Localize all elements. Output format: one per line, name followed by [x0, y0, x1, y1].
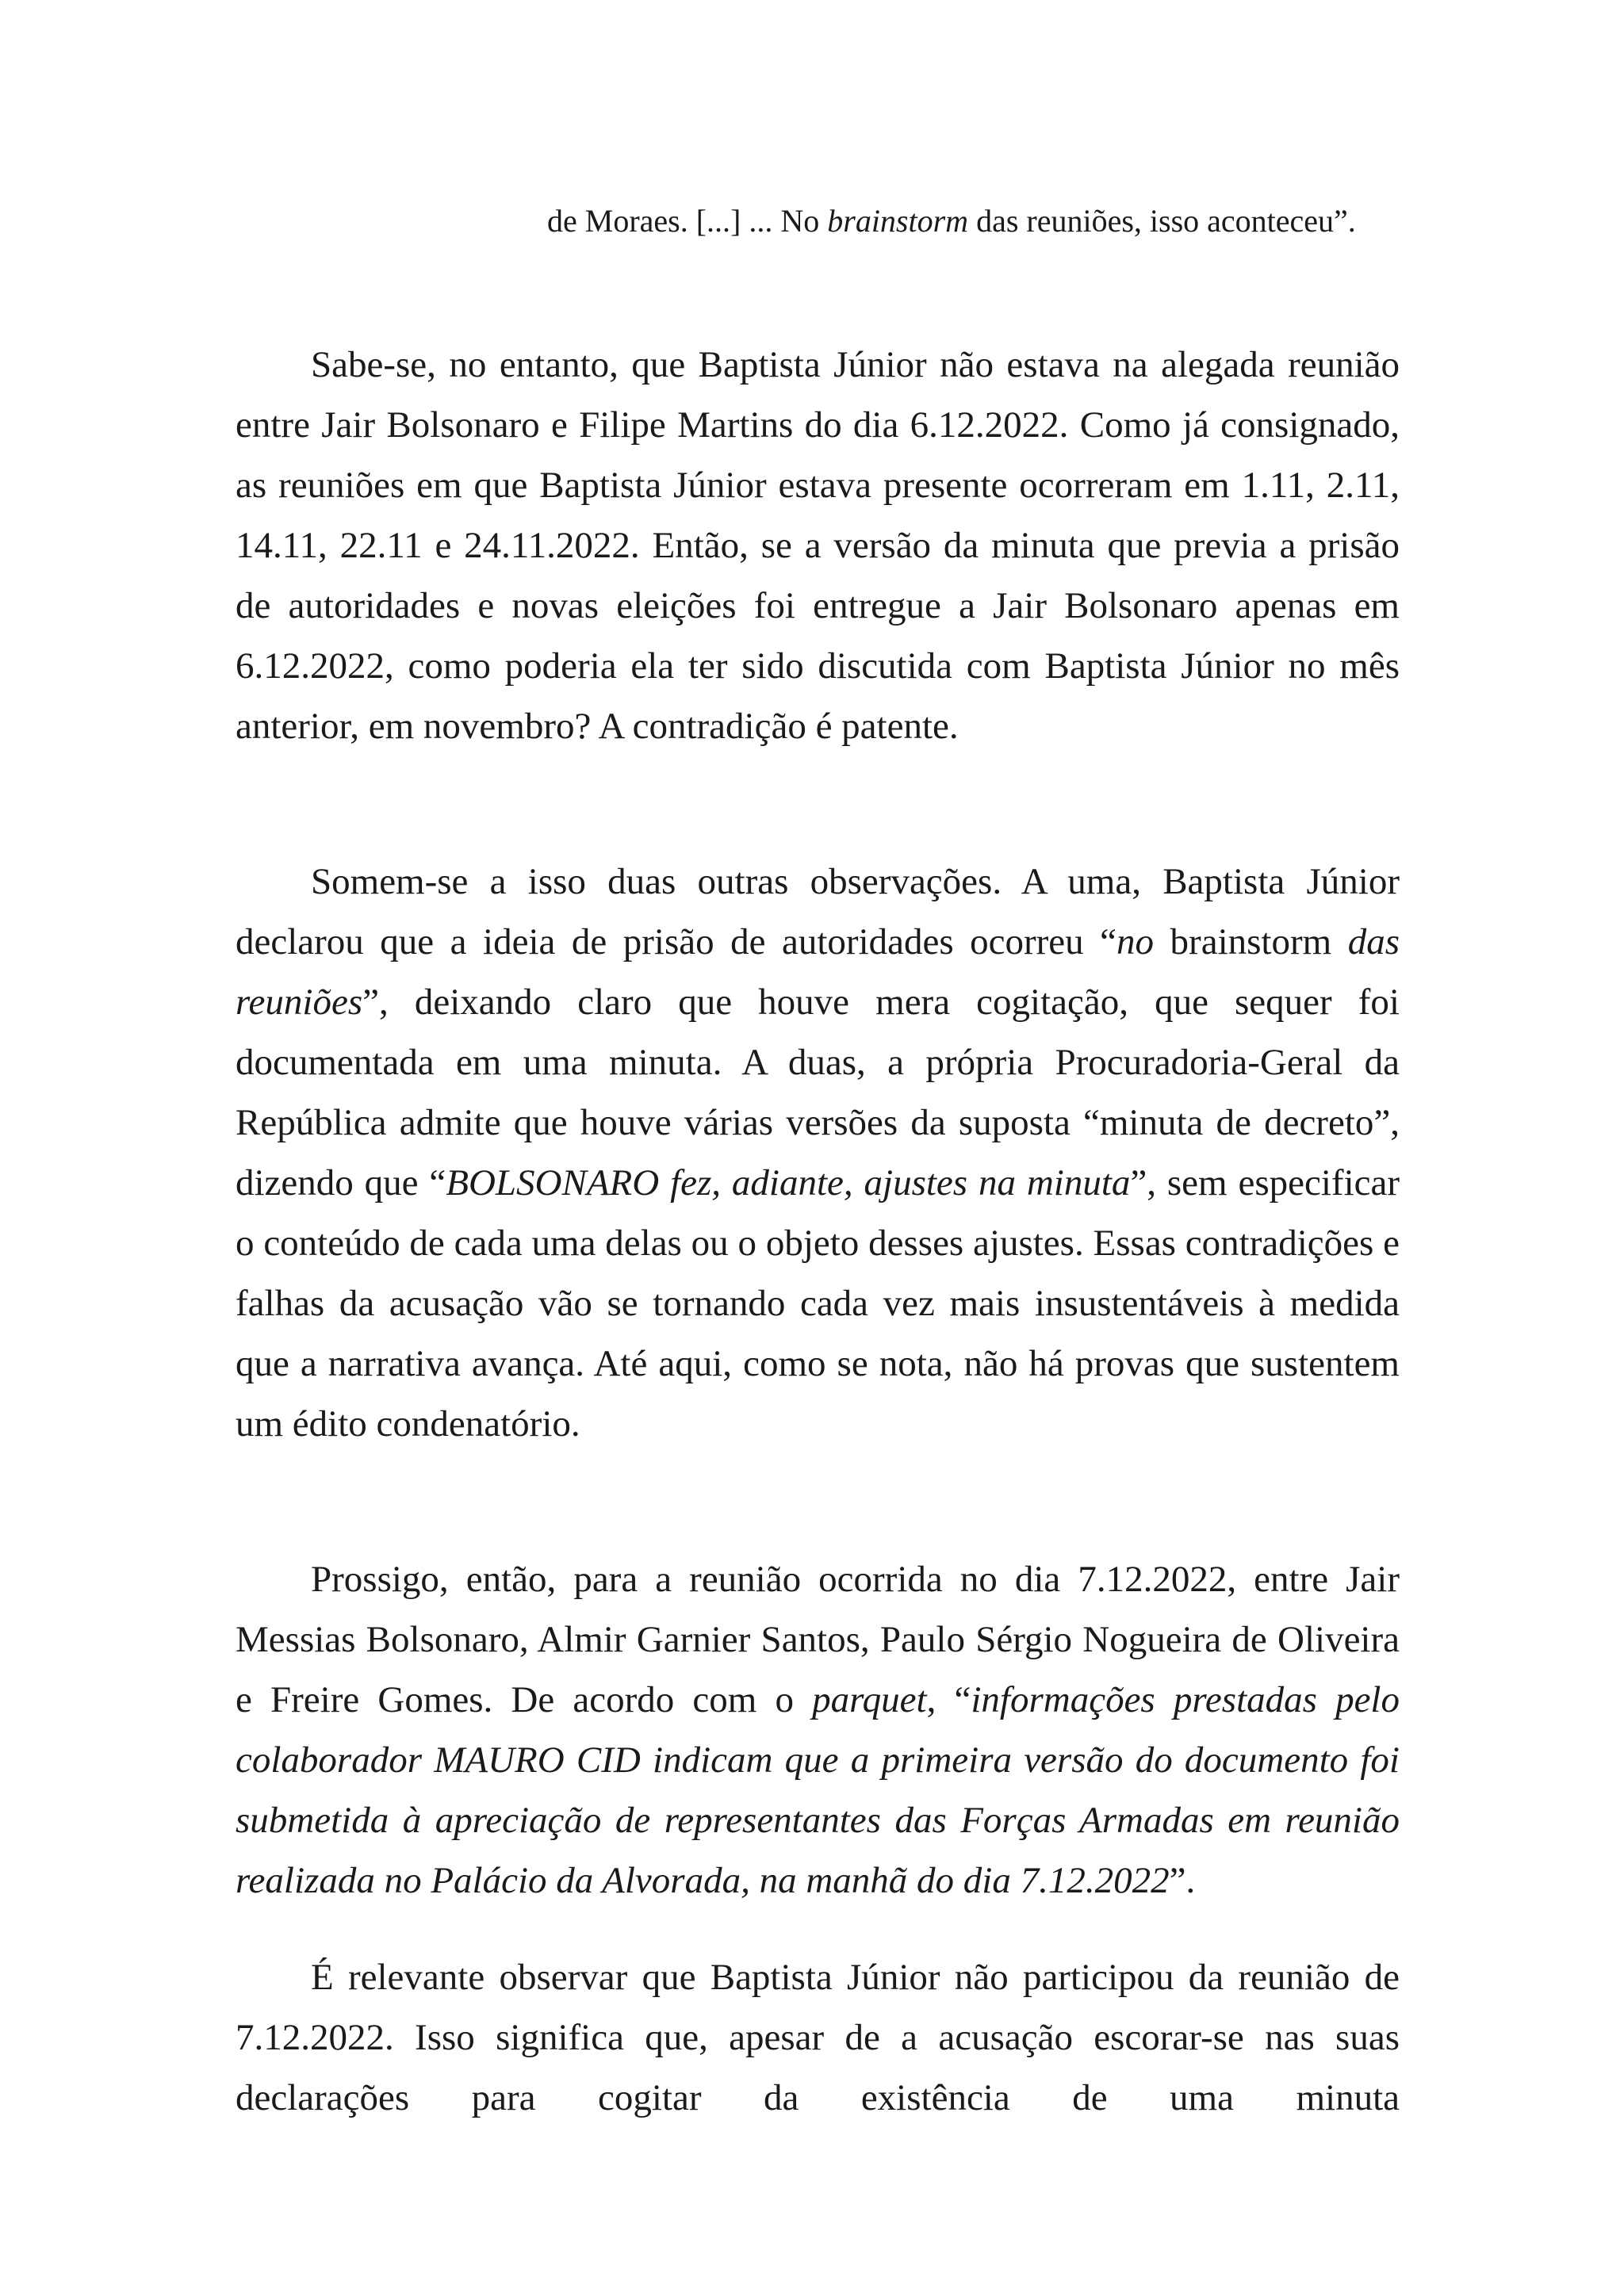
paragraph-4-text: É relevante observar que Baptista Júnior não participou da reunião de 7.12.2022. Isso significa que, apesar de a acusação escorar-se nas suas declarações para cogitar da existência de uma minuta: [236, 1957, 1400, 2118]
paragraph-2-text-g: ”, sem especificar o conteúdo de cada uma delas ou o objeto desses ajustes. Essas contradições e falhas da acusação vão se tornando cada vez mais insustentáveis à medida que a narrativa avança. Até aqui, como se nota, não há provas que sustentem um édito condenatório.: [236, 1162, 1400, 1445]
paragraph-3-italic-parquet: parquet: [812, 1679, 927, 1720]
paragraph-3-text-c: , “: [926, 1679, 971, 1720]
block-quote: [547, 192, 1400, 251]
paragraph-1-text: Sabe-se, no entanto, que Baptista Júnior não estava na alegada reunião entre Jair Bolsonaro e Filipe Martins do dia 6.12.2022. Como já consignado, as reuniões em que Baptista Júnior estava presente ocorreram em 1.11, 2.11, 14.11, 22.11 e 24.11.2022. Então, se a versão da minuta que previa a prisão de autoridades e novas eleições foi entregue a Jair Bolsonaro apenas em 6.12.2022, como poderia ela ter sido discutida com Baptista Júnior no mês anterior, em novembro? A contradição é patente.: [236, 344, 1400, 747]
quote-italic-brainstorm: brainstorm: [827, 203, 969, 239]
paragraph-3-italic-quote: informações prestadas pelo colaborador MAURO CID indicam que a primeira versão do documento foi submetida à apreciação de representantes das Forças Armadas em reunião realizada no Palácio da Alvorada, na manhã do dia 7.12.2022: [236, 1679, 1400, 1901]
paragraph-3: [236, 1549, 1400, 1911]
paragraph-2-text-a: Somem-se a isso duas outras observações. A uma, Baptista Júnior declarou que a ideia de prisão de autoridades ocorreu “: [236, 861, 1400, 962]
paragraph-2-italic-no: no: [1116, 921, 1155, 962]
paragraph-3-text-a: Prossigo, então, para a reunião ocorrida no dia 7.12.2022, entre Jair Messias Bolsonaro, Almir Garnier Santos, Paulo Sérgio Nogueira de Oliveira e Freire Gomes. De acordo com o: [236, 1559, 1400, 1720]
paragraph-2: [236, 851, 1400, 1454]
paragraph-4: [236, 1947, 1400, 2128]
quote-text-a: de Moraes. [...] ... No: [547, 203, 828, 239]
paragraph-2-italic-das-reunioes: das reuniões: [236, 921, 1400, 1023]
paragraph-1: [236, 335, 1400, 756]
paragraph-3-text-e: ”.: [1169, 1860, 1196, 1901]
paragraph-2-text-e: ”, deixando claro que houve mera cogitação, que sequer foi documentada em uma minuta. A duas, a própria Procuradoria-Geral da República admite que houve várias versões da suposta “minuta de decreto”, dizendo que “: [236, 982, 1400, 1203]
paragraph-2-italic-quote: BOLSONARO fez, adiante, ajustes na minuta: [446, 1162, 1131, 1203]
quote-text-c: das reuniões, isso aconteceu”.: [968, 203, 1356, 239]
paragraph-2-text-c: brainstorm: [1154, 921, 1348, 962]
